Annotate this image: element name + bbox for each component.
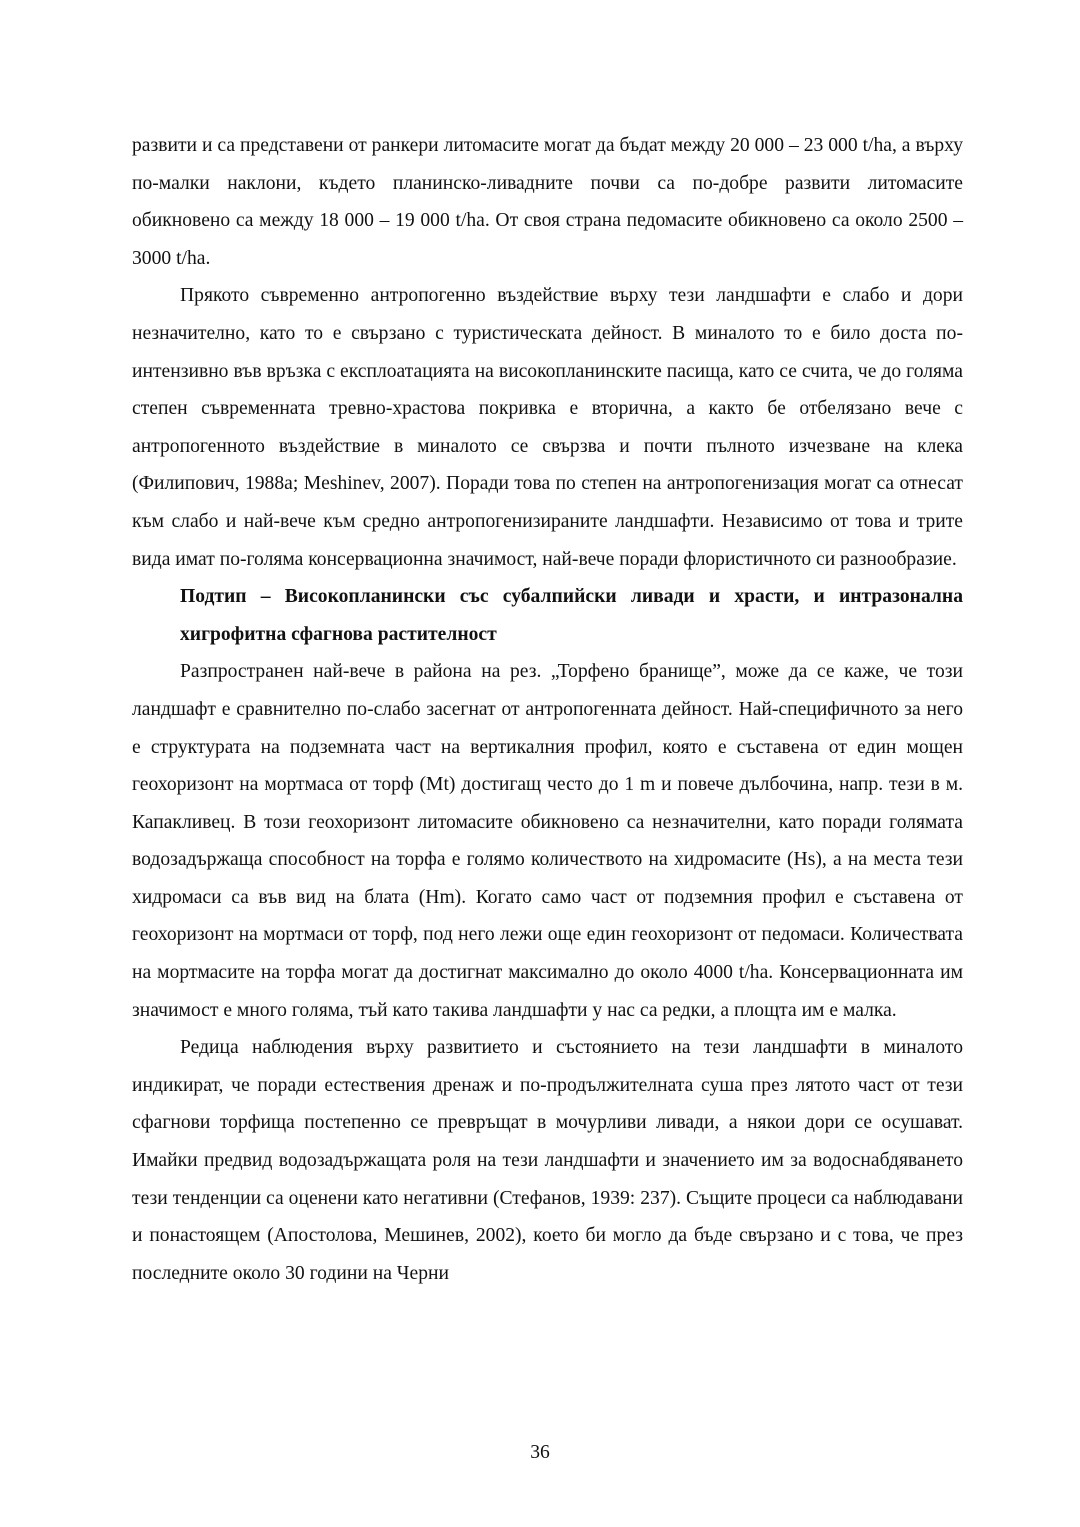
paragraph-continuation: развити и са представени от ранкери литомасите могат да бъдат между 20 000 – 23 000 t/ha, а върху по-малки наклони, където планинско-ливадните почви са по-добре развити литомасите обикновено са между 18 000 – 19 000 t/ha. От своя страна педомасите обикновено са около 2500 – 3000 t/ha.	[132, 135, 963, 269]
paragraph-observations: Редица наблюдения върху развитието и състоянието на тези ландшафти в миналото индикират, че поради естествения дренаж и по-продължителната суша през лятото част от тези сфагнови торфища постепенно се превръщат в мочурливи ливади, а някои дори се осушават. Имайки предвид водозадържащата роля на тези ландшафти и значението им за водоснабдяването тези тенденции са оценени като негативни (Стефанов, 1939: 237). Същите процеси са наблюдавани и понастоящем (Апостолова, Мешинев, 2002), което би могло да бъде свързано и с това, че през последните около 30 години на Черни	[132, 1037, 963, 1284]
subtype-heading: Подтип – Високопланински със субалпийски ливади и храсти, и интразонална хигрофитна сфагнова растителност	[180, 586, 963, 645]
document-page	[132, 127, 963, 1292]
page-number: 36	[530, 1442, 550, 1463]
paragraph-anthropogenic-impact: Прякото съвременно антропогенно въздействие върху тези ландшафти е слабо и дори незначително, като то е свързано с туристическата дейност. В миналото то е било доста по-интензивно във връзка с експлоатацията на високопланинските пасища, като се счита, че до голяма степен съвременната тревно-храстова покривка е вторична, а както бе отбелязано вече с антропогенното въздействие в миналото се свързва и почти пълното изчезване на клека (Филипович, 1988а; Meshinev, 2007). Поради това по степен на антропогенизация могат са отнесат към слабо и най-вече към средно антропогенизираните ландшафти. Независимо от това и трите вида имат по-голяма консервационна значимост, най-вече поради флористичното си разнообразие.	[132, 285, 963, 570]
paragraph-peat-landscape: Разпространен най-вече в района на рез. „Торфено бранище”, може да се каже, че този ландшафт е сравнително по-слабо засегнат от антропогенната дейност. Най-специфичното за него е структурата на подземната част на вертикалния профил, която е съставена от един мощен геохоризонт на мортмаса от торф (Mt) достигащ често до 1 m и повече дълбочина, напр. тези в м. Капакливец. В този геохоризонт литомасите обикновено са незначителни, като поради голямата водозадържаща способност на торфа е голямо количеството на хидромасите (Hs), а на места тези хидромаси са във вид на блата (Hm). Когато само част от подземния профил е съставена от геохоризонт на мортмаси от торф, под него лежи още един геохоризонт от педомаси. Количествата на мортмасите на торфа могат да достигнат максимално до около 4000 t/ha. Консервационната им значимост е много голяма, тъй като такива ландшафти у нас са редки, а площта им е малка.	[132, 661, 963, 1021]
